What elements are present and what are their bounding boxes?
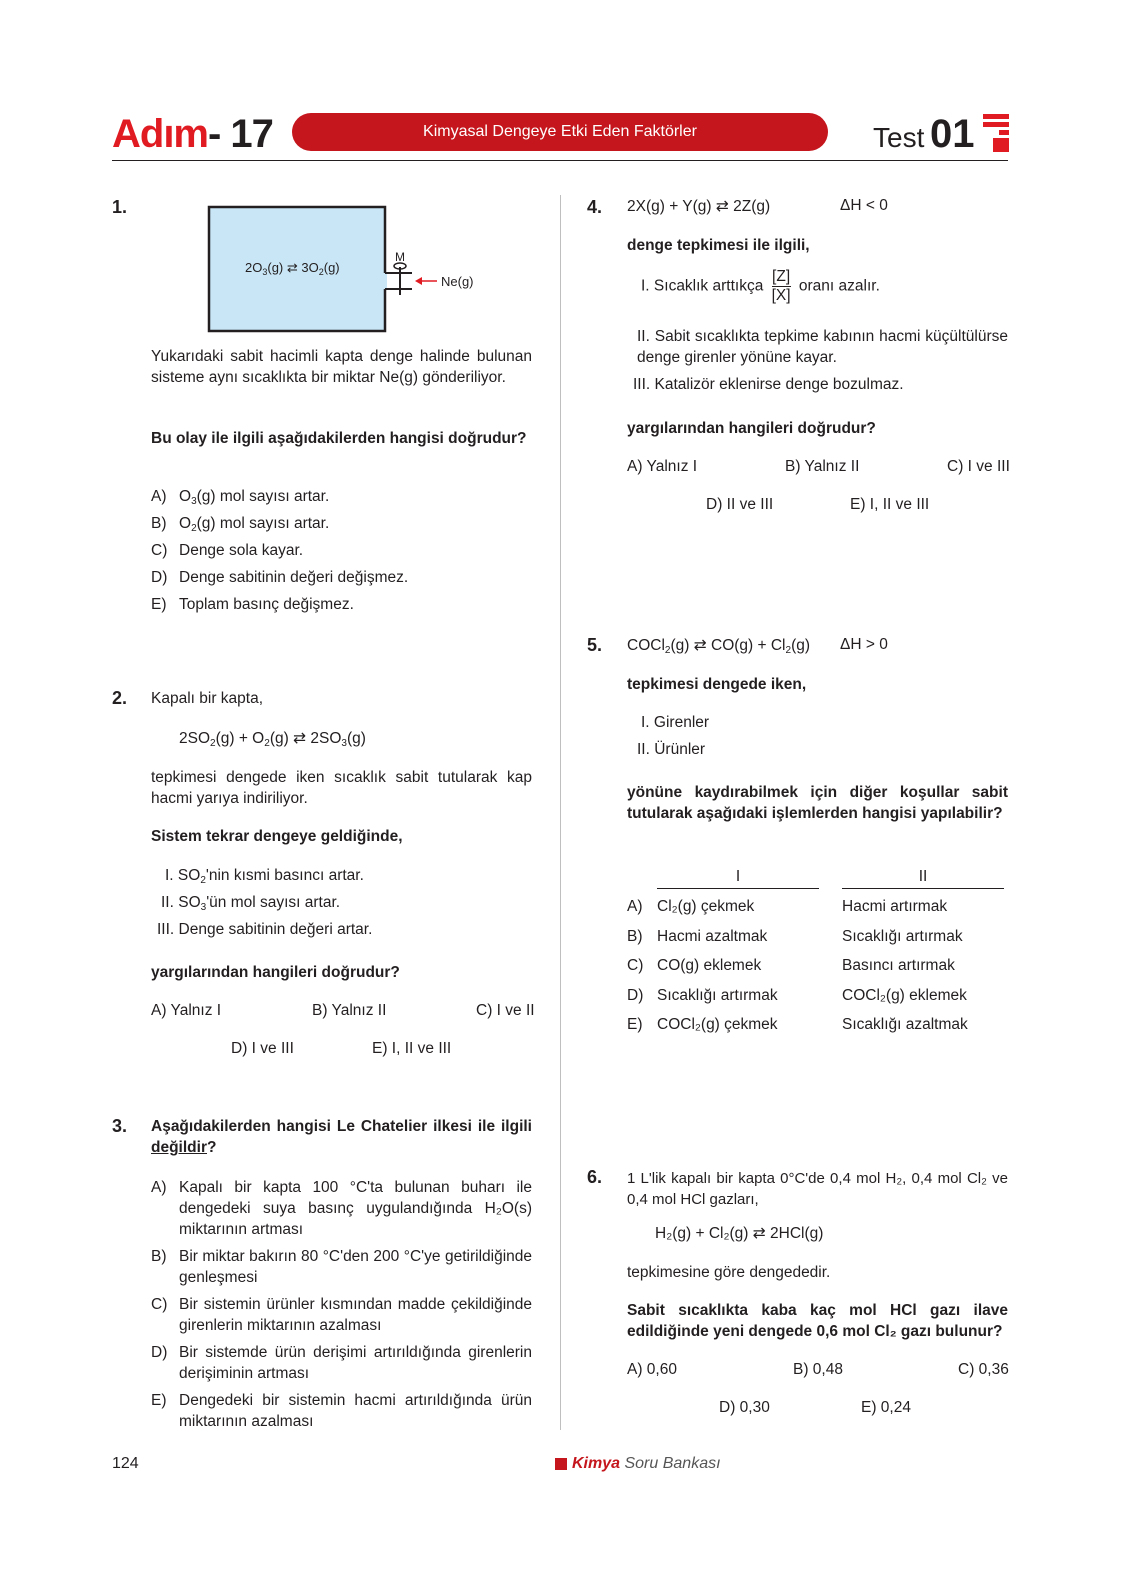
q6-reaction: H₂(g) + Cl₂(g) ⇄ 2HCl(g) xyxy=(655,1225,824,1242)
option[interactable]: C) Bir sistemin ürünler kısmından madde çekildiğinde girenlerin miktarının azalması xyxy=(151,1296,532,1334)
answer-option[interactable]: C) 0,36 xyxy=(958,1361,1009,1378)
footer-square-icon xyxy=(555,1458,567,1470)
q6-lead: tepkimesine göre dengededir. xyxy=(627,1264,831,1281)
q3-options xyxy=(151,1177,532,1432)
option[interactable]: D) Denge sabitinin değeri değişmez. xyxy=(151,569,409,586)
brand-logo: Adım- 17 xyxy=(112,112,273,156)
statement: III. Denge sabitinin değeri artar. xyxy=(157,921,373,938)
statement: III. Katalizör eklenirse denge bozulmaz. xyxy=(633,376,904,393)
answer-option[interactable]: B) 0,48 xyxy=(793,1361,843,1378)
answer-option[interactable]: E) I, II ve III xyxy=(850,496,930,513)
q6-question: Sabit sıcaklıkta kaba kaç mol HCl gazı ilave edildiğinde yeni dengede 0,6 mol Cl₂ gazı bulunur? xyxy=(627,1302,1008,1340)
option[interactable]: E) Dengedeki bir sistemin hacmi artırıldığında ürün miktarının azalması xyxy=(151,1392,532,1430)
q2-reaction: $2SO_2(g) + O_2(g)$ ⇄ $2SO_3(g)$ xyxy=(179,730,366,749)
q2-text: tepkimesi dengede iken sıcaklık sabit tutularak kap hacmi yarıya indiriliyor. xyxy=(151,769,532,807)
q5-enthalpy: ΔH > 0 xyxy=(840,636,888,653)
statement: II. $SO_3'ün$ mol sayısı artar. xyxy=(161,894,341,913)
question-number: 1. xyxy=(112,197,128,217)
q4-question: yargılarından hangileri doğrudur? xyxy=(627,420,876,437)
q2-question: yargılarından hangileri doğrudur? xyxy=(151,964,400,981)
ratio-fraction: $\frac{[Z]}{[X]}$ xyxy=(771,268,791,304)
answer-option[interactable]: C) I ve III xyxy=(947,458,1010,475)
footer-title: Kimya Soru Bankası xyxy=(572,1455,721,1472)
column-divider xyxy=(560,195,561,1430)
option[interactable]: A) Kapalı bir kapta 100 °C'ta bulunan buharı ile dengedeki suya basınç uygulandığında H₂O(s) miktarının artması xyxy=(151,1179,532,1238)
statement: II. Sabit sıcaklıkta tepkime kabının hacmi küçültülürse denge girenler yönüne kayar. xyxy=(637,328,1008,366)
answer-option[interactable]: E) I, II ve III xyxy=(372,1040,452,1057)
column-header: I xyxy=(657,868,819,889)
q1-text: Yukarıdaki sabit hacimli kapta denge halinde bulunan sisteme aynı sıcaklıkta bir miktar Ne(g) gönderiliyor. xyxy=(151,348,532,386)
column-header: II xyxy=(842,868,1004,889)
test-label: Test xyxy=(873,122,925,153)
container-diagram xyxy=(205,203,495,333)
option[interactable]: E) Toplam basınç değişmez. xyxy=(151,596,354,613)
question-number: 2. xyxy=(112,688,128,708)
table-row[interactable]: B) Hacmi azaltmak Sıcaklığı artırmak xyxy=(627,927,963,945)
diagram-reaction: $2O_3(g)$ ⇄ $3O_2(g)$ xyxy=(245,260,340,277)
q5-reaction: COCl$_2$(g) ⇄ $CO(g) + Cl_2(g)$ xyxy=(627,637,811,656)
header-rule xyxy=(112,160,1008,161)
topic-banner: Kimyasal Dengeye Etki Eden Faktörler xyxy=(292,113,828,151)
table-row[interactable]: E) COCl₂(g) çekmek Sıcaklığı azaltmak xyxy=(627,1016,968,1033)
answer-option[interactable]: A) Yalnız I xyxy=(627,458,698,475)
statement: II. Ürünler xyxy=(637,741,706,758)
page-number: 124 xyxy=(112,1455,139,1472)
q6-intro: 1 L'lik kapalı bir kapta 0°C'de 0,4 mol H₂, 0,4 mol Cl₂ ve 0,4 mol HCl gazları, xyxy=(627,1170,1008,1208)
answer-option[interactable]: E) 0,24 xyxy=(861,1399,911,1416)
option[interactable]: D) Bir sistemde ürün derişimi artırıldığında girenlerin derişiminin artması xyxy=(151,1344,532,1382)
q5-options-table xyxy=(627,896,1008,1044)
answer-option[interactable]: A) 0,60 xyxy=(627,1361,677,1378)
answer-option[interactable]: D) II ve III xyxy=(706,496,774,513)
statement: I. Girenler xyxy=(641,714,710,731)
valve-label: M xyxy=(395,250,405,264)
q4-enthalpy: ΔH < 0 xyxy=(840,197,888,214)
answer-option[interactable]: D) 0,30 xyxy=(719,1399,770,1416)
statement: I. Sıcaklık arttıkça $\frac{[Z]}{[X]}$ oranı azalır. xyxy=(641,268,880,304)
answer-option[interactable]: C) I ve II xyxy=(476,1002,535,1019)
q3-question: Aşağıdakilerden hangisi Le Chatelier ilkesi ile ilgili değildir? xyxy=(151,1118,532,1156)
q1-question: Bu olay ile ilgili aşağıdakilerden hangisi doğrudur? xyxy=(151,430,527,447)
q2-lead: Sistem tekrar dengeye geldiğinde, xyxy=(151,828,403,845)
publisher-logo-icon xyxy=(983,114,1009,154)
q1-options xyxy=(151,486,408,621)
table-row[interactable]: D) Sıcaklığı artırmak COCl₂(g) eklemek xyxy=(627,986,967,1004)
question-number: 3. xyxy=(112,1116,128,1136)
q5-lead: tepkimesi dengede iken, xyxy=(627,676,807,693)
option[interactable]: B) Bir miktar bakırın 80 °C'den 200 °C'ye getirildiğinde genleşmesi xyxy=(151,1248,532,1286)
option[interactable]: C) Denge sola kayar. xyxy=(151,542,304,559)
gas-label: Ne(g) xyxy=(441,274,474,289)
statement: I. $SO_2'nin$ kısmi basıncı artar. xyxy=(165,867,364,886)
table-row[interactable]: C) CO(g) eklemek Basıncı artırmak xyxy=(627,957,955,974)
option[interactable]: A) $O_3(g)$ mol sayısı artar. xyxy=(151,488,330,507)
test-number: 01 xyxy=(930,112,975,156)
answer-option[interactable]: B) Yalnız II xyxy=(785,458,860,475)
table-row[interactable]: A) Cl₂(g) çekmek Hacmi artırmak xyxy=(627,898,948,915)
option[interactable]: B) $O_2(g)$ mol sayısı artar. xyxy=(151,515,330,534)
q2-intro: Kapalı bir kapta, xyxy=(151,690,264,707)
q4-lead: denge tepkimesi ile ilgili, xyxy=(627,237,810,254)
q4-reaction: 2X(g) + Y(g) ⇄ 2Z(g) xyxy=(627,198,771,215)
question-number: 6. xyxy=(587,1167,603,1187)
q5-question: yönüne kaydırabilmek için diğer koşullar sabit tutularak aşağıdaki işlemlerden hangisi yapılabilir? xyxy=(627,784,1008,822)
question-number: 4. xyxy=(587,197,603,217)
answer-option[interactable]: B) Yalnız II xyxy=(312,1002,387,1019)
answer-option[interactable]: A) Yalnız I xyxy=(151,1002,222,1019)
answer-option[interactable]: D) I ve III xyxy=(231,1040,294,1057)
question-number: 5. xyxy=(587,635,603,655)
